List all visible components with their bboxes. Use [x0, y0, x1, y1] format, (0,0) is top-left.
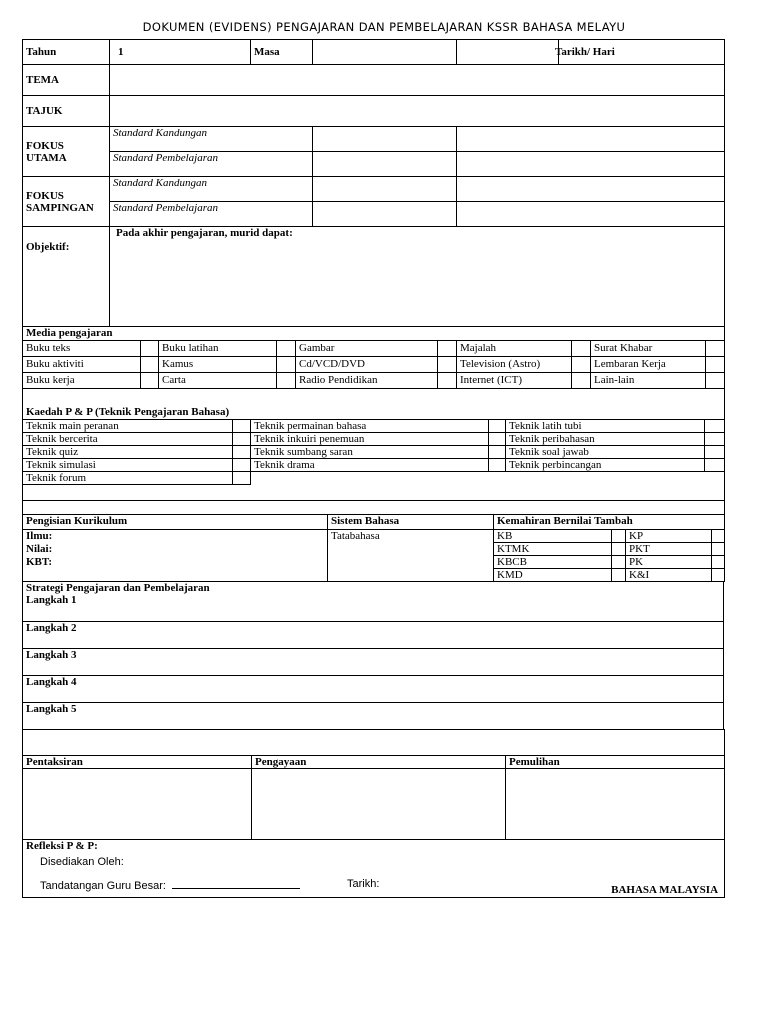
media-checkbox[interactable] [438, 373, 457, 389]
pemulihan-cell[interactable] [506, 769, 725, 840]
media-checkbox[interactable] [141, 373, 159, 389]
masa-value[interactable] [313, 40, 457, 65]
kaedah-spacer [23, 485, 725, 501]
fokus-sampingan-label [23, 177, 110, 227]
fokus-utama-line1: FOKUS [26, 139, 64, 152]
kaedah-empty [506, 472, 705, 485]
objektif-intro[interactable]: Pada akhir pengajaran, murid dapat: [110, 227, 725, 327]
kbt-item: KTMK [494, 542, 612, 555]
kaedah-checkbox[interactable] [705, 446, 725, 459]
objektif-label: Objektif: [23, 227, 110, 327]
tahun-label: Tahun [23, 40, 110, 65]
strategi-heading: Strategi Pengajaran dan Pembelajaran [23, 581, 724, 594]
kbt-checkbox[interactable] [612, 568, 626, 581]
kaedah-checkbox[interactable] [705, 420, 725, 433]
media-item: Lembaran Kerja [591, 357, 706, 373]
kbt-checkbox[interactable] [612, 555, 626, 568]
fokus-sampingan-sk-code[interactable] [313, 177, 457, 202]
media-item: Gambar [296, 341, 438, 357]
langkah-row[interactable]: Langkah 4 [23, 675, 724, 702]
fokus-sampingan-sk-text[interactable] [457, 177, 725, 202]
tandatangan-row [40, 878, 300, 892]
tahun-value[interactable]: 1 [110, 40, 251, 65]
kbt-checkbox[interactable] [612, 542, 626, 555]
subject-label: BAHASA MALAYSIA [611, 884, 719, 896]
kbt-item: K&I [626, 568, 712, 581]
fokus-utama-sk: Standard Kandungan [110, 127, 313, 152]
langkah-row[interactable]: Langkah 5 [23, 702, 724, 729]
pengisian-heading: Pengisian Kurikulum [23, 514, 328, 529]
pentaksiran-cell[interactable] [23, 769, 252, 840]
kaedah-checkbox[interactable] [705, 433, 725, 446]
fokus-sampingan-sk: Standard Kandungan [110, 177, 313, 202]
kaedah-item: Teknik perbincangan [506, 459, 705, 472]
kaedah-item: Teknik drama [251, 459, 489, 472]
kbt-checkbox[interactable] [712, 555, 725, 568]
langkah-row[interactable]: Langkah 3 [23, 648, 724, 675]
kaedah-checkbox[interactable] [233, 446, 251, 459]
kaedah-item: Teknik peribahasan [506, 433, 705, 446]
tatabahasa-cell[interactable]: Tatabahasa [328, 529, 494, 581]
kaedah-checkbox[interactable] [233, 472, 251, 485]
tandatangan-label: Tandatangan Guru Besar: [40, 880, 166, 892]
media-checkbox[interactable] [572, 373, 591, 389]
kemahiran-heading: Kemahiran Bernilai Tambah [494, 514, 725, 529]
media-item: Radio Pendidikan [296, 373, 438, 389]
kaedah-item: Teknik inkuiri penemuan [251, 433, 489, 446]
masa-label: Masa [251, 40, 313, 65]
media-item: Carta [159, 373, 277, 389]
strategi-table [22, 581, 724, 730]
kbt-label: KBT: [26, 555, 53, 568]
kaedah-checkbox[interactable] [489, 420, 506, 433]
sistem-heading: Sistem Bahasa [328, 514, 494, 529]
fokus-sampingan-sp-text[interactable] [457, 202, 725, 227]
kaedah-item: Teknik simulasi [23, 459, 233, 472]
media-checkbox[interactable] [438, 341, 457, 357]
fokus-utama-sk-text[interactable] [457, 127, 725, 152]
media-checkbox[interactable] [141, 357, 159, 373]
kbt-item: KP [626, 529, 712, 542]
refleksi-label: Refleksi P & P: [26, 840, 98, 852]
kaedah-item: Teknik bercerita [23, 433, 233, 446]
tajuk-value[interactable] [110, 96, 725, 127]
media-item: Lain-lain [591, 373, 706, 389]
pengisian-cell[interactable] [23, 529, 328, 581]
fokus-sampingan-sp-code[interactable] [313, 202, 457, 227]
kaedah-empty [489, 472, 506, 485]
tema-value[interactable] [110, 65, 725, 96]
media-table [22, 326, 725, 389]
penilaian-table [22, 729, 725, 899]
kaedah-empty [251, 472, 489, 485]
kbt-item: KBCB [494, 555, 612, 568]
kaedah-checkbox[interactable] [489, 446, 506, 459]
kaedah-checkbox[interactable] [233, 433, 251, 446]
kbt-checkbox[interactable] [712, 529, 725, 542]
kaedah-heading: Kaedah P & P (Teknik Pengajaran Bahasa) [23, 389, 725, 420]
tema-label: TEMA [23, 65, 110, 96]
fokus-utama-line2: UTAMA [26, 151, 67, 164]
tarikh-footer-label: Tarikh: [347, 878, 380, 890]
fokus-utama-sk-code[interactable] [313, 127, 457, 152]
media-checkbox[interactable] [572, 341, 591, 357]
kaedah-item: Teknik latih tubi [506, 420, 705, 433]
media-item: Internet (ICT) [457, 373, 572, 389]
kurikulum-table [22, 500, 725, 582]
langkah-row[interactable]: Langkah 2 [23, 621, 724, 648]
media-item: Television (Astro) [457, 357, 572, 373]
media-item: Cd/VCD/DVD [296, 357, 438, 373]
kbt-checkbox[interactable] [712, 568, 725, 581]
media-item: Buku kerja [23, 373, 141, 389]
media-checkbox[interactable] [572, 357, 591, 373]
kaedah-item: Teknik forum [23, 472, 233, 485]
media-checkbox[interactable] [706, 341, 725, 357]
kbt-checkbox[interactable] [712, 542, 725, 555]
media-item: Majalah [457, 341, 572, 357]
lesson-plan-form [22, 39, 724, 898]
media-checkbox[interactable] [277, 373, 296, 389]
document-title: DOKUMEN (EVIDENS) PENGAJARAN DAN PEMBELAJARAN KSSR BAHASA MELAYU [142, 20, 626, 34]
kaedah-checkbox[interactable] [233, 420, 251, 433]
media-checkbox[interactable] [141, 341, 159, 357]
signature-line[interactable] [172, 878, 300, 889]
kaedah-item: Teknik permainan bahasa [251, 420, 489, 433]
media-checkbox[interactable] [277, 357, 296, 373]
header-table [22, 39, 725, 327]
disediakan-label: Disediakan Oleh: [40, 856, 124, 868]
kaedah-item: Teknik main peranan [23, 420, 233, 433]
media-checkbox[interactable] [706, 373, 725, 389]
kbt-item: KB [494, 529, 612, 542]
kaedah-checkbox[interactable] [489, 459, 506, 472]
kaedah-item: Teknik quiz [23, 446, 233, 459]
fokus-utama-label [23, 127, 110, 177]
media-checkbox[interactable] [706, 357, 725, 373]
kaedah-checkbox[interactable] [705, 459, 725, 472]
pengayaan-heading: Pengayaan [252, 756, 506, 769]
media-checkbox[interactable] [438, 357, 457, 373]
kaedah-checkbox[interactable] [489, 433, 506, 446]
media-item: Surat Khabar [591, 341, 706, 357]
ilmu-label: Ilmu: [26, 529, 53, 542]
kaedah-table [22, 388, 725, 501]
fokus-sampingan-line2: SAMPINGAN [26, 201, 94, 214]
kaedah-item: Teknik soal jawab [506, 446, 705, 459]
media-item: Kamus [159, 357, 277, 373]
kaedah-item: Teknik sumbang saran [251, 446, 489, 459]
langkah-row[interactable]: Langkah 1 [23, 594, 724, 621]
kaedah-empty [705, 472, 725, 485]
kbt-checkbox[interactable] [612, 529, 626, 542]
pentaksiran-heading: Pentaksiran [23, 756, 252, 769]
media-heading: Media pengajaran [23, 327, 725, 341]
fokus-utama-sp: Standard Pembelajaran [110, 152, 313, 177]
fokus-utama-sp-text[interactable] [457, 152, 725, 177]
fokus-utama-sp-code[interactable] [313, 152, 457, 177]
media-item: Buku latihan [159, 341, 277, 357]
pemulihan-heading: Pemulihan [506, 756, 725, 769]
kaedah-checkbox[interactable] [233, 459, 251, 472]
media-item: Buku teks [23, 341, 141, 357]
fokus-sampingan-line1: FOKUS [26, 189, 64, 202]
kbt-item: KMD [494, 568, 612, 581]
kbt-item: PKT [626, 542, 712, 555]
tajuk-label: TAJUK [23, 96, 110, 127]
nilai-label: Nilai: [26, 542, 53, 555]
media-item: Buku aktiviti [23, 357, 141, 373]
fokus-sampingan-sp: Standard Pembelajaran [110, 202, 313, 227]
media-checkbox[interactable] [277, 341, 296, 357]
tarikh-label: Tarikh/ Hari [457, 40, 559, 65]
pengayaan-cell[interactable] [252, 769, 506, 840]
kbt-item: PK [626, 555, 712, 568]
